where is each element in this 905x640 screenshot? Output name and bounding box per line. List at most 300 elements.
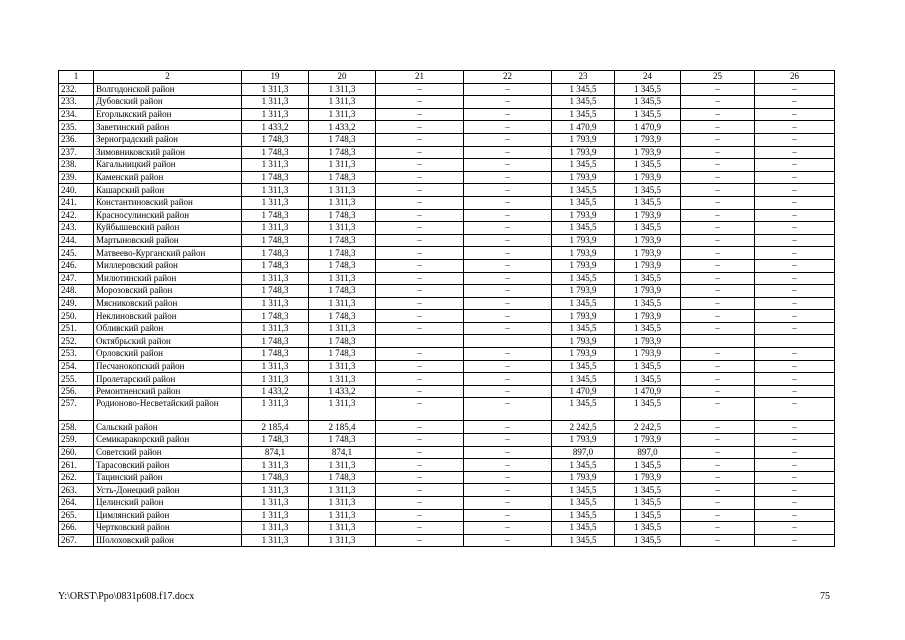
table-cell: 1 793,9 <box>615 310 681 323</box>
table-cell: 1 311,3 <box>309 322 376 335</box>
table-cell: 2 185,4 <box>242 421 309 434</box>
district-name: Красносулинский район <box>94 209 242 222</box>
district-name: Егорлыкский район <box>94 108 242 121</box>
table-cell: – <box>755 434 835 447</box>
table-row <box>59 421 835 434</box>
table-cell: 1 311,3 <box>242 522 309 535</box>
table-cell: 1 311,3 <box>309 159 376 172</box>
table-cell: 1 748,3 <box>242 209 309 222</box>
table-row <box>59 335 835 348</box>
table-cell: – <box>755 484 835 497</box>
column-header: 22 <box>464 71 552 84</box>
table-cell: 1 311,3 <box>309 484 376 497</box>
table-cell: – <box>681 522 755 535</box>
table-cell: 1 345,5 <box>552 159 615 172</box>
table-cell: 1 433,2 <box>309 121 376 134</box>
table-cell: – <box>755 146 835 159</box>
table-cell: 1 748,3 <box>242 434 309 447</box>
district-name: Тарасовский район <box>94 459 242 472</box>
table-cell: 1 311,3 <box>242 398 309 421</box>
table-cell: 1 748,3 <box>309 285 376 298</box>
column-header: 26 <box>755 71 835 84</box>
table-cell: – <box>755 398 835 421</box>
row-number: 257. <box>59 398 94 421</box>
table-row <box>59 459 835 472</box>
table-cell: – <box>376 272 464 285</box>
table-cell: 1 793,9 <box>552 247 615 260</box>
district-name: Миллеровский район <box>94 259 242 272</box>
table-cell: 1 311,3 <box>242 534 309 547</box>
district-name: Кашарский район <box>94 184 242 197</box>
table-cell <box>755 335 835 348</box>
table-cell: 1 345,5 <box>615 83 681 96</box>
table-cell: – <box>376 459 464 472</box>
table-cell: 1 748,3 <box>242 259 309 272</box>
table-cell: – <box>464 196 552 209</box>
table-cell: 1 345,5 <box>615 96 681 109</box>
row-number: 253. <box>59 348 94 361</box>
table-cell: – <box>755 121 835 134</box>
table-cell: 1 793,9 <box>552 471 615 484</box>
row-number: 241. <box>59 196 94 209</box>
row-number: 244. <box>59 234 94 247</box>
table-cell: – <box>681 484 755 497</box>
table-cell: – <box>755 247 835 260</box>
row-number: 239. <box>59 171 94 184</box>
table-cell: – <box>755 108 835 121</box>
table-row <box>59 471 835 484</box>
table-cell: – <box>755 234 835 247</box>
table-cell: – <box>464 497 552 510</box>
table-cell: – <box>681 247 755 260</box>
table-cell: – <box>376 146 464 159</box>
district-name: Чертковский район <box>94 522 242 535</box>
table-cell: – <box>755 497 835 510</box>
table-cell: – <box>464 146 552 159</box>
table-cell: – <box>464 446 552 459</box>
table-cell: 1 793,9 <box>615 133 681 146</box>
row-number: 262. <box>59 471 94 484</box>
table-cell: – <box>464 421 552 434</box>
table-cell: 1 748,3 <box>309 310 376 323</box>
table-cell: – <box>376 534 464 547</box>
table-cell: 1 470,9 <box>552 121 615 134</box>
table-cell: 1 345,5 <box>552 297 615 310</box>
table-cell: – <box>464 285 552 298</box>
table-cell: 1 345,5 <box>552 509 615 522</box>
table-cell: 1 311,3 <box>242 322 309 335</box>
row-number: 236. <box>59 133 94 146</box>
row-number: 248. <box>59 285 94 298</box>
table-cell: – <box>376 222 464 235</box>
table-cell: – <box>464 509 552 522</box>
table-cell: 1 748,3 <box>242 471 309 484</box>
table-cell: 1 433,2 <box>242 121 309 134</box>
table-row <box>59 108 835 121</box>
table-cell: – <box>464 108 552 121</box>
row-number: 261. <box>59 459 94 472</box>
table-cell <box>376 335 464 348</box>
table-row <box>59 446 835 459</box>
table-cell: 1 345,5 <box>552 96 615 109</box>
table-cell: – <box>755 222 835 235</box>
district-name: Волгодонской район <box>94 83 242 96</box>
table-cell: – <box>755 322 835 335</box>
table-cell: – <box>681 96 755 109</box>
column-header: 2 <box>94 71 242 84</box>
table-cell: – <box>464 247 552 260</box>
table-cell: – <box>755 259 835 272</box>
table-cell: – <box>464 310 552 323</box>
table-cell: 1 345,5 <box>552 222 615 235</box>
table-cell: 1 748,3 <box>309 335 376 348</box>
table-cell: – <box>376 385 464 398</box>
table-cell: 1 345,5 <box>552 497 615 510</box>
table-cell: – <box>755 285 835 298</box>
table-cell: – <box>376 398 464 421</box>
row-number: 251. <box>59 322 94 335</box>
table-cell: 1 311,3 <box>309 373 376 386</box>
table-cell: – <box>464 184 552 197</box>
row-number: 263. <box>59 484 94 497</box>
table-cell: – <box>376 133 464 146</box>
column-header: 21 <box>376 71 464 84</box>
column-header: 25 <box>681 71 755 84</box>
table-cell: 1 311,3 <box>242 196 309 209</box>
table-cell: – <box>755 421 835 434</box>
district-name: Кагальницкий район <box>94 159 242 172</box>
table-cell: 1 345,5 <box>552 534 615 547</box>
table-cell: 897,0 <box>615 446 681 459</box>
table-cell: 1 311,3 <box>242 83 309 96</box>
table-cell: 1 345,5 <box>615 196 681 209</box>
table-cell: 1 793,9 <box>552 335 615 348</box>
table-cell: – <box>755 459 835 472</box>
table-row <box>59 196 835 209</box>
row-number: 254. <box>59 360 94 373</box>
table-cell: – <box>376 121 464 134</box>
table-row <box>59 272 835 285</box>
table-cell: – <box>464 83 552 96</box>
table-cell: – <box>464 348 552 361</box>
table-cell: – <box>755 360 835 373</box>
table-cell: 1 311,3 <box>242 96 309 109</box>
column-header: 24 <box>615 71 681 84</box>
district-name: Мартыновский район <box>94 234 242 247</box>
table-row <box>59 209 835 222</box>
table-row <box>59 285 835 298</box>
district-name: Зимовниковский район <box>94 146 242 159</box>
table-cell <box>681 335 755 348</box>
table-cell: 874,1 <box>242 446 309 459</box>
table-cell: – <box>464 471 552 484</box>
table-cell: – <box>755 348 835 361</box>
row-number: 266. <box>59 522 94 535</box>
district-name: Куйбышевский район <box>94 222 242 235</box>
table-cell: – <box>376 434 464 447</box>
table-row <box>59 310 835 323</box>
table-cell: 1 433,2 <box>309 385 376 398</box>
district-name: Каменский район <box>94 171 242 184</box>
table-row <box>59 259 835 272</box>
table-cell: 1 311,3 <box>242 509 309 522</box>
table-cell: 1 311,3 <box>242 272 309 285</box>
table-cell: – <box>464 171 552 184</box>
table-cell: – <box>464 434 552 447</box>
district-name: Тацинский район <box>94 471 242 484</box>
footer-file-path: Y:\ORST\Ppo\0831p608.f17.docx <box>58 591 195 602</box>
table-cell: 1 748,3 <box>309 234 376 247</box>
row-number: 232. <box>59 83 94 96</box>
row-number: 265. <box>59 509 94 522</box>
table-cell: 1 793,9 <box>615 247 681 260</box>
row-number: 245. <box>59 247 94 260</box>
table-cell: – <box>681 285 755 298</box>
table-cell: – <box>464 459 552 472</box>
table-cell: – <box>681 322 755 335</box>
table-cell: 1 345,5 <box>615 297 681 310</box>
table-cell: 1 345,5 <box>615 484 681 497</box>
table-cell: – <box>464 398 552 421</box>
table-cell: 1 793,9 <box>552 209 615 222</box>
table-cell: – <box>376 209 464 222</box>
table-cell: 1 793,9 <box>615 209 681 222</box>
row-number: 250. <box>59 310 94 323</box>
column-header: 1 <box>59 71 94 84</box>
table-cell: 1 793,9 <box>615 234 681 247</box>
table-cell: – <box>681 234 755 247</box>
table-cell: – <box>376 509 464 522</box>
table-cell: – <box>681 497 755 510</box>
district-name: Усть-Донецкий район <box>94 484 242 497</box>
table-row <box>59 222 835 235</box>
table-row <box>59 373 835 386</box>
district-name: Сальский район <box>94 421 242 434</box>
table-cell: 1 345,5 <box>615 509 681 522</box>
table-cell: 1 748,3 <box>242 310 309 323</box>
table-row <box>59 322 835 335</box>
table-cell: 1 345,5 <box>615 360 681 373</box>
table-row <box>59 509 835 522</box>
table-cell: – <box>755 159 835 172</box>
table-cell: 1 311,3 <box>309 83 376 96</box>
table-cell: – <box>681 310 755 323</box>
district-name: Советский район <box>94 446 242 459</box>
table-cell: 1 793,9 <box>552 285 615 298</box>
row-number: 243. <box>59 222 94 235</box>
table-cell: – <box>755 534 835 547</box>
row-number: 267. <box>59 534 94 547</box>
row-number: 234. <box>59 108 94 121</box>
row-number: 258. <box>59 421 94 434</box>
table-cell: – <box>464 159 552 172</box>
table-cell: 1 793,9 <box>615 335 681 348</box>
table-cell: 1 793,9 <box>552 146 615 159</box>
table-cell: 1 345,5 <box>615 398 681 421</box>
table-cell: 1 470,9 <box>615 385 681 398</box>
table-cell: – <box>376 360 464 373</box>
table-cell: – <box>376 322 464 335</box>
column-header: 20 <box>309 71 376 84</box>
district-name: Шолоховский район <box>94 534 242 547</box>
table-cell: – <box>464 133 552 146</box>
table-row <box>59 146 835 159</box>
row-number: 256. <box>59 385 94 398</box>
table-cell: 1 311,3 <box>309 459 376 472</box>
table-cell: – <box>464 385 552 398</box>
table-cell: – <box>681 434 755 447</box>
table-cell: 1 470,9 <box>615 121 681 134</box>
table-cell: 1 748,3 <box>242 348 309 361</box>
table-cell: – <box>376 159 464 172</box>
table-row <box>59 247 835 260</box>
table-cell: – <box>464 222 552 235</box>
district-name: Милютинский район <box>94 272 242 285</box>
table-cell: – <box>681 196 755 209</box>
table-cell: 1 311,3 <box>242 373 309 386</box>
table-header-row <box>59 71 835 84</box>
table-cell: 1 748,3 <box>309 259 376 272</box>
table-cell: – <box>464 322 552 335</box>
table-cell: – <box>681 373 755 386</box>
district-name: Ремонтненский район <box>94 385 242 398</box>
table-cell: 1 345,5 <box>552 108 615 121</box>
table-cell: – <box>376 96 464 109</box>
table-cell: – <box>464 522 552 535</box>
table-cell: 1 345,5 <box>552 360 615 373</box>
district-name: Морозовский район <box>94 285 242 298</box>
table-row <box>59 348 835 361</box>
table-cell: 1 793,9 <box>615 348 681 361</box>
table-row <box>59 171 835 184</box>
table-cell: – <box>681 222 755 235</box>
table-cell: 2 185,4 <box>309 421 376 434</box>
table-row <box>59 484 835 497</box>
table-cell: 1 311,3 <box>242 484 309 497</box>
table-cell: 1 311,3 <box>309 96 376 109</box>
table-cell: – <box>681 108 755 121</box>
table-cell: 1 311,3 <box>309 522 376 535</box>
table-cell: 2 242,5 <box>552 421 615 434</box>
table-cell: 1 311,3 <box>309 222 376 235</box>
table-cell: 1 311,3 <box>309 272 376 285</box>
table-cell: – <box>681 159 755 172</box>
table-cell: – <box>755 385 835 398</box>
table-cell: 1 311,3 <box>309 534 376 547</box>
table-cell: – <box>681 297 755 310</box>
table-cell: – <box>681 446 755 459</box>
table-cell: 1 793,9 <box>552 434 615 447</box>
table-cell: 1 748,3 <box>309 146 376 159</box>
table-cell: – <box>376 285 464 298</box>
table-cell: – <box>681 209 755 222</box>
district-name: Пролетарский район <box>94 373 242 386</box>
table-cell: – <box>464 209 552 222</box>
table-cell: – <box>376 196 464 209</box>
table-cell: – <box>376 310 464 323</box>
table-cell: 1 345,5 <box>552 398 615 421</box>
row-number: 238. <box>59 159 94 172</box>
table-cell: 1 748,3 <box>309 434 376 447</box>
district-name: Орловский район <box>94 348 242 361</box>
table-cell: – <box>681 184 755 197</box>
row-number: 260. <box>59 446 94 459</box>
table-cell: – <box>464 297 552 310</box>
row-number: 249. <box>59 297 94 310</box>
table-cell: 1 793,9 <box>615 434 681 447</box>
table-cell: 1 793,9 <box>552 171 615 184</box>
district-name: Родионово-Несветайский район <box>94 398 242 421</box>
table-cell: 1 793,9 <box>552 259 615 272</box>
table-cell: – <box>755 310 835 323</box>
table-cell: 1 793,9 <box>552 133 615 146</box>
table-cell: 1 793,9 <box>552 310 615 323</box>
table-cell: 1 311,3 <box>242 297 309 310</box>
table-cell: – <box>755 83 835 96</box>
row-number: 237. <box>59 146 94 159</box>
table-cell: – <box>755 471 835 484</box>
table-cell: – <box>376 471 464 484</box>
table-cell: 1 311,3 <box>242 459 309 472</box>
table-row <box>59 159 835 172</box>
table-cell: – <box>755 184 835 197</box>
table-row <box>59 121 835 134</box>
table-cell: 1 345,5 <box>552 83 615 96</box>
table-row <box>59 360 835 373</box>
table-cell: 1 345,5 <box>615 322 681 335</box>
table-cell: – <box>681 348 755 361</box>
table-cell: 1 311,3 <box>242 108 309 121</box>
table-cell: 1 311,3 <box>242 497 309 510</box>
table-cell: 1 311,3 <box>309 108 376 121</box>
table-cell: – <box>376 373 464 386</box>
table-cell: 1 311,3 <box>309 509 376 522</box>
table-cell: – <box>464 360 552 373</box>
table-cell: – <box>681 459 755 472</box>
table-cell: – <box>681 398 755 421</box>
table-cell: – <box>376 484 464 497</box>
row-number: 242. <box>59 209 94 222</box>
table-row <box>59 385 835 398</box>
table-cell: 1 748,3 <box>242 335 309 348</box>
district-name: Неклиновский район <box>94 310 242 323</box>
table-cell: 1 748,3 <box>309 348 376 361</box>
row-number: 233. <box>59 96 94 109</box>
table-cell: 1 311,3 <box>309 398 376 421</box>
table-cell: – <box>681 146 755 159</box>
table-cell: – <box>376 421 464 434</box>
table-cell: – <box>755 509 835 522</box>
table-cell: – <box>376 297 464 310</box>
table-cell: – <box>681 272 755 285</box>
table-cell: 1 345,5 <box>552 373 615 386</box>
table-cell: – <box>681 534 755 547</box>
table-row <box>59 83 835 96</box>
table-row <box>59 398 835 421</box>
table-cell: 1 345,5 <box>552 459 615 472</box>
table-cell: 1 311,3 <box>309 297 376 310</box>
table-row <box>59 297 835 310</box>
table-cell: 1 748,3 <box>242 133 309 146</box>
table-cell: 1 748,3 <box>309 471 376 484</box>
table-cell: 1 345,5 <box>552 272 615 285</box>
table-cell: – <box>376 234 464 247</box>
table-row <box>59 184 835 197</box>
table-cell: 1 311,3 <box>309 360 376 373</box>
table-cell: – <box>755 171 835 184</box>
table-cell: 2 242,5 <box>615 421 681 434</box>
table-cell: 1 311,3 <box>309 184 376 197</box>
